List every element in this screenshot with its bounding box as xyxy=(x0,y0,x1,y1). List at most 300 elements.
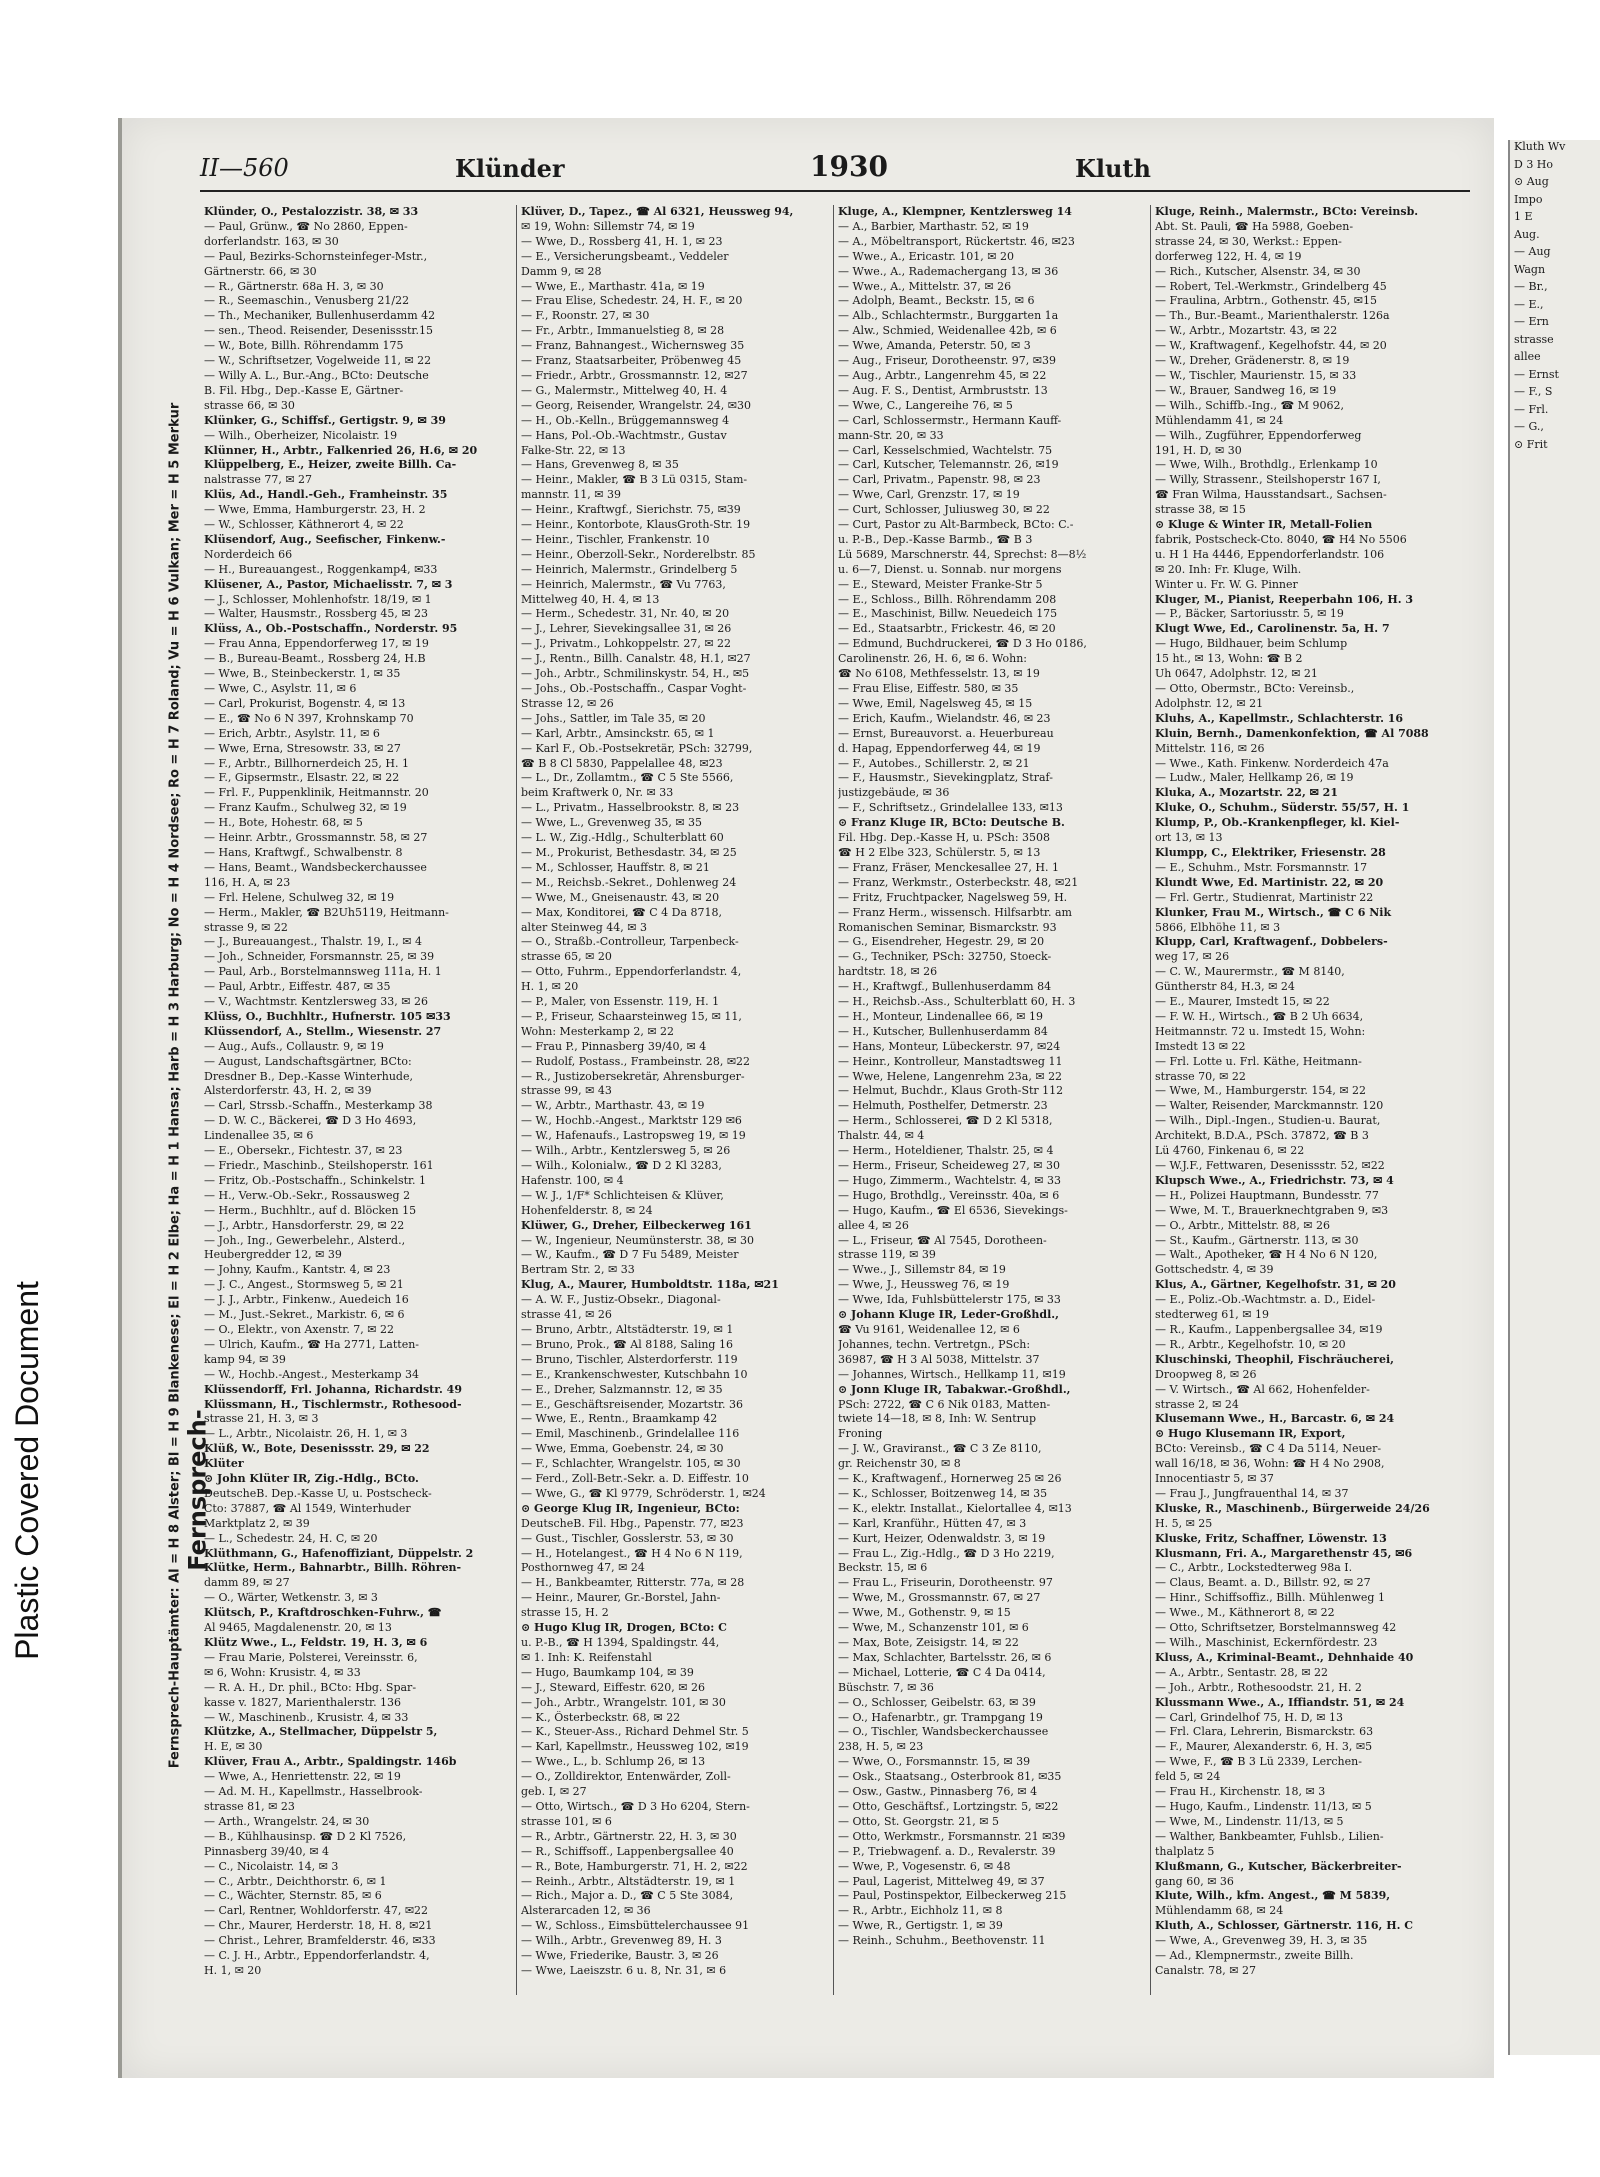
directory-entry-line: — Christ., Lehrer, Bramfelderstr. 46, ✉33 xyxy=(204,1934,436,1948)
directory-entry-line: — Helmuth, Posthelfer, Detmerstr. 23 xyxy=(838,1099,1048,1113)
directory-entry-line: Strasse 12, ✉ 26 xyxy=(521,696,614,710)
directory-entry-line: — Carl, Grindelhof 75, H. D, ✉ 13 xyxy=(1155,1710,1343,1724)
directory-entry-line: — W., Hochb.-Angest., Marktstr 129 ✉6 xyxy=(521,1114,742,1128)
directory-entry-line: — W., Maschinenb., Krusistr. 4, ✉ 33 xyxy=(204,1710,409,1724)
directory-entry-line: Klumpp, C., Elektriker, Friesenstr. 28 xyxy=(1155,845,1386,859)
directory-entry-line: — Joh., Arbtr., Schmilinskystr. 54, H., ✉5 xyxy=(521,667,750,681)
directory-entry-line: — Franz, Werkmstr., Osterbeckstr. 48, ✉21 xyxy=(838,875,1079,889)
directory-entry-line: Bertram Str. 2, ✉ 33 xyxy=(521,1263,635,1277)
directory-entry-line: — R., Kaufm., Lappenbergsallee 34, ✉19 xyxy=(1155,1322,1383,1336)
directory-entry-line: strasse 24, ✉ 30, Werkst.: Eppen- xyxy=(1155,234,1342,248)
directory-entry-line: — Hugo, Brothdlg., Vereinsstr. 40a, ✉ 6 xyxy=(838,1188,1060,1202)
directory-entry-line: Kluss, A., Kriminal-Beamt., Dehnhaide 40 xyxy=(1155,1650,1414,1664)
directory-entry-line: — Ernst, Bureauvorst. a. Heuerbureau xyxy=(838,726,1054,740)
directory-entry-line: Gärtnerstr. 66, ✉ 30 xyxy=(204,264,317,278)
directory-entry-line: — Rudolf, Postass., Frambeinstr. 28, ✉22 xyxy=(521,1054,751,1068)
directory-entry-line: — Paul, Postinspektor, Eilbeckerweg 215 xyxy=(838,1889,1067,1903)
directory-entry-line: — Chr., Maurer, Herderstr. 18, H. 8, ✉21 xyxy=(204,1919,433,1933)
directory-entry-line: Klüver, Frau A., Arbtr., Spaldingstr. 146b xyxy=(204,1755,457,1769)
watermark-text: Plastic Covered Document xyxy=(8,1280,45,1660)
directory-entry-line: — Fritz, Ob.-Postschaffn., Schinkelstr. 1 xyxy=(204,1173,427,1187)
directory-entry-line: strasse 21, H. 3, ✉ 3 xyxy=(204,1412,319,1426)
directory-entry-line: — Wwe., A., Ericastr. 101, ✉ 20 xyxy=(838,249,1014,263)
directory-entry-line: — Paul, Grünw., ☎ No 2860, Eppen- xyxy=(204,219,408,233)
next-page-fragment: D 3 Ho xyxy=(1514,157,1554,171)
directory-entry-line: — Osk., Staatsang., Osterbrook 81, ✉35 xyxy=(838,1770,1062,1784)
directory-entry-line: — Hugo, Zimmerm., Wachtelstr. 4, ✉ 33 xyxy=(838,1173,1061,1187)
directory-entry-line: — Wwe., M., Käthnerort 8, ✉ 22 xyxy=(1155,1606,1335,1620)
directory-entry-line: — Heinr., Kontrolleur, Manstadtsweg 11 xyxy=(838,1054,1063,1068)
directory-entry-line: Lindenallee 35, ✉ 6 xyxy=(204,1129,314,1143)
directory-entry-line: Canalstr. 78, ✉ 27 xyxy=(1155,1963,1256,1977)
directory-entry-line: — J., Lehrer, Sievekingsallee 31, ✉ 26 xyxy=(521,622,732,636)
directory-entry-line: — H., Bankbeamter, Ritterstr. 77a, ✉ 28 xyxy=(521,1576,745,1590)
directory-entry-line: — Max, Bote, Zeisigstr. 14, ✉ 22 xyxy=(838,1636,1019,1649)
directory-entry-line: — Heinr., Tischler, Frankenstr. 10 xyxy=(521,532,710,546)
directory-entry-line: — Walter, Hausmstr., Rossberg 45, ✉ 23 xyxy=(204,607,429,621)
directory-entry-line: — Wwe., L., b. Schlump 26, ✉ 13 xyxy=(521,1755,706,1769)
directory-entry-line: — C., Wächter, Sternstr. 85, ✉ 6 xyxy=(204,1889,382,1903)
directory-entry-line: — O., Schlosser, Geibelstr. 63, ✉ 39 xyxy=(838,1695,1036,1709)
directory-entry-line: — Otto, Schriftsetzer, Borstelmannsweg 42 xyxy=(1155,1621,1397,1635)
directory-entry-line: — Johannes, Wirtsch., Hellkamp 11, ✉19 xyxy=(838,1367,1066,1381)
directory-entry-line: — C., Arbtr., Deichthorstr. 6, ✉ 1 xyxy=(204,1874,387,1888)
directory-entry-line: — R., Gärtnerstr. 68a H. 3, ✉ 30 xyxy=(204,279,384,293)
directory-entry-line: — Franz, Bahnangest., Wichernsweg 35 xyxy=(521,339,745,353)
directory-entry-line: — Rich., Kutscher, Alsenstr. 34, ✉ 30 xyxy=(1155,264,1361,278)
directory-entry-line: Pinnasberg 39/40, ✉ 4 xyxy=(204,1844,330,1858)
directory-entry-line: — Hugo, Kaufm., ☎ El 6536, Sievekings- xyxy=(838,1203,1068,1217)
directory-entry-line: — Robert, Tel.-Werkmstr., Grindelberg 45 xyxy=(1155,279,1387,293)
directory-entry-line: — Wilh., Zugführer, Eppendorferweg xyxy=(1155,428,1362,442)
directory-entry-line: Klüssmann, H., Tischlermstr., Rothesood- xyxy=(204,1397,462,1411)
directory-entry-line: — Walter, Reisender, Marckmannstr. 120 xyxy=(1155,1099,1384,1113)
directory-entry-line: — Heinr., Kontorbote, KlausGroth-Str. 19 xyxy=(521,518,751,532)
directory-entry-line: — Herm., Schlosserei, ☎ D 2 Kl 5318, xyxy=(838,1114,1053,1128)
directory-entry-line: Kluhs, A., Kapellmstr., Schlachterstr. 16 xyxy=(1155,711,1404,725)
directory-entry-line: — H., Kutscher, Bullenhuserdamm 84 xyxy=(838,1024,1048,1038)
directory-entry-line: Güntherstr 84, H.3, ✉ 24 xyxy=(1155,980,1295,994)
directory-entry-line: u. P.-B., ☎ H 1394, Spaldingstr. 44, xyxy=(521,1636,720,1649)
directory-entry-line: Wohn: Mesterkamp 2, ✉ 22 xyxy=(521,1024,675,1038)
directory-entry-line: — J., Arbtr., Hansdorferstr. 29, ✉ 22 xyxy=(204,1218,405,1232)
directory-entry-line: — Wwe, F., ☎ B 3 Lü 2339, Lerchen- xyxy=(1155,1755,1362,1769)
directory-entry-line: — C. W., Maurermstr., ☎ M 8140, xyxy=(1155,965,1345,979)
directory-entry-line: — Bruno, Tischler, Alsterdorferstr. 119 xyxy=(521,1352,738,1366)
directory-entry-line: Klusmann, Fri. A., Margarethenstr 45, ✉6 xyxy=(1155,1546,1413,1560)
directory-entry-line: — B., Bureau-Beamt., Rossberg 24, H.B xyxy=(204,652,426,666)
directory-entry-line: — F., Hausmstr., Sievekingplatz, Straf- xyxy=(838,771,1053,785)
directory-entry-line: Thalstr. 44, ✉ 4 xyxy=(838,1129,925,1143)
directory-entry-line: 15 ht., ✉ 13, Wohn: ☎ B 2 xyxy=(1155,652,1303,666)
directory-entry-line: Klug, A., Maurer, Humboldtstr. 118a, ✉21 xyxy=(521,1278,779,1292)
directory-entry-line: strasse 70, ✉ 22 xyxy=(1155,1069,1246,1083)
directory-entry-line: — Herm., Makler, ☎ B2Uh5119, Heitmann- xyxy=(204,905,449,919)
directory-entry-line: — Hans, Grevenweg 8, ✉ 35 xyxy=(521,458,679,472)
directory-entry-line: — Wwe, Amanda, Peterstr. 50, ✉ 3 xyxy=(838,339,1031,353)
directory-entry-line: — Carl, Kesselschmied, Wachtelstr. 75 xyxy=(838,443,1053,457)
directory-entry-line: — Wwe, Emma, Goebenstr. 24, ✉ 30 xyxy=(521,1442,724,1456)
directory-entry-line: — G., Eisendreher, Hegestr. 29, ✉ 20 xyxy=(838,935,1045,949)
directory-entry-line: — St., Kaufm., Gärtnerstr. 113, ✉ 30 xyxy=(1155,1233,1359,1247)
directory-entry-line: ☎ B 8 Cl 5830, Pappelallee 48, ✉23 xyxy=(521,756,723,770)
directory-entry-line: strasse 99, ✉ 43 xyxy=(521,1084,612,1098)
directory-entry-line: — P., Friseur, Schaarsteinweg 15, ✉ 11, xyxy=(521,1009,742,1023)
directory-entry-line: Klüssendorff, Frl. Johanna, Richardstr. 49 xyxy=(204,1382,462,1396)
directory-entry-line: Klüwer, G., Dreher, Eilbeckerweg 161 xyxy=(521,1218,752,1232)
directory-entry-line: — Wwe, C., Asylstr. 11, ✉ 6 xyxy=(204,682,357,695)
directory-entry-line: — O., Elektr., von Axenstr. 7, ✉ 22 xyxy=(204,1322,395,1336)
next-page-fragment: ⊙ Aug xyxy=(1514,175,1549,188)
directory-entry-line: — Frl. Lotte u. Frl. Käthe, Heitmann- xyxy=(1155,1054,1362,1068)
directory-entry-line: Klüver, D., Tapez., ☎ Al 6321, Heussweg 94, xyxy=(521,205,794,218)
directory-entry-line: — Hinr., Schiffsoffiz., Billh. Mühlenweg 1 xyxy=(1155,1591,1385,1605)
year-heading: 1930 xyxy=(810,150,888,183)
directory-entry-line: Mühlendamm 68, ✉ 24 xyxy=(1155,1904,1284,1918)
directory-entry-line: — Gust., Tischler, Gosslerstr. 53, ✉ 30 xyxy=(521,1531,734,1545)
directory-entry-line: Hohenfelderstr. 8, ✉ 24 xyxy=(521,1203,653,1217)
directory-entry-line: Hafenstr. 100, ✉ 4 xyxy=(521,1173,624,1187)
directory-entry-line: 238, H. 5, ✉ 23 xyxy=(838,1740,924,1754)
directory-entry-line: — Herm., Schedestr. 31, Nr. 40, ✉ 20 xyxy=(521,607,730,621)
directory-entry-line: — Wwe., J., Sillemstr 84, ✉ 19 xyxy=(838,1263,1006,1277)
directory-entry-line: — W., Schloss., Eimsbüttelerchaussee 91 xyxy=(521,1919,750,1933)
directory-entry-line: Architekt, B.D.A., PSch. 37872, ☎ B 3 xyxy=(1155,1129,1369,1143)
directory-entry-line: feld 5, ✉ 24 xyxy=(1155,1770,1221,1784)
directory-entry-line: ⊙ John Klüter IR, Zig.-Hdlg., BCto. xyxy=(204,1472,419,1486)
directory-entry-line: — Alw., Schmied, Weidenallee 42b, ✉ 6 xyxy=(838,324,1057,338)
directory-entry-line: Klundt Wwe, Ed. Martinistr. 22, ✉ 20 xyxy=(1155,875,1384,889)
directory-entry-line: — Ad. M. H., Kapellmstr., Hasselbrook- xyxy=(204,1785,423,1799)
directory-entry-line: Mittelweg 40, H. 4, ✉ 13 xyxy=(521,592,660,606)
directory-entry-line: — Herm., Friseur, Scheideweg 27, ✉ 30 xyxy=(838,1159,1060,1172)
directory-entry-line: — R., Arbtr., Kegelhofstr. 10, ✉ 20 xyxy=(1155,1337,1346,1351)
directory-entry-line: Klüter xyxy=(204,1457,244,1471)
directory-entry-line: — Ulrich, Kaufm., ☎ Ha 2771, Latten- xyxy=(204,1337,419,1351)
directory-entry-line: — J., Schlosser, Mohlenhofstr. 18/19, ✉ 1 xyxy=(204,592,432,606)
directory-entry-line: — Frl. Clara, Lehrerin, Bismarckstr. 63 xyxy=(1155,1725,1374,1739)
directory-entry-line: — Emil, Maschinenb., Grindelallee 116 xyxy=(521,1427,740,1441)
directory-entry-line: strasse 9, ✉ 22 xyxy=(204,920,288,934)
directory-entry-line: geb. I, ✉ 27 xyxy=(521,1785,587,1799)
directory-entry-line: — Joh., Schneider, Forsmannstr. 25, ✉ 39 xyxy=(204,950,435,964)
directory-entry-line: Klünker, G., Schiffsf., Gertigstr. 9, ✉ 39 xyxy=(204,413,446,427)
directory-entry-line: — Max, Konditorei, ☎ C 4 Da 8718, xyxy=(521,905,722,919)
directory-entry-line: — R., Arbtr., Eichholz 11, ✉ 8 xyxy=(838,1904,1003,1918)
directory-entry-line: strasse 38, ✉ 15 xyxy=(1155,503,1246,517)
directory-entry-line: — Kurt, Heizer, Odenwaldstr. 3, ✉ 19 xyxy=(838,1531,1046,1545)
directory-entry-line: — Hugo, Bildhauer, beim Schlump xyxy=(1155,637,1348,651)
directory-entry-line: — Wwe, Laeiszstr. 6 u. 8, Nr. 31, ✉ 6 xyxy=(521,1963,727,1977)
directory-entry-line: — D. W. C., Bäckerei, ☎ D 3 Ho 4693, xyxy=(204,1114,417,1128)
directory-entry-line: — H., Bureauangest., Roggenkamp4, ✉33 xyxy=(204,562,438,576)
directory-entry-line: — Th., Bur.-Beamt., Marienthalerstr. 126a xyxy=(1155,309,1390,323)
directory-entry-line: — Th., Mechaniker, Bullenhuserdamm 42 xyxy=(204,309,436,323)
directory-entry-line: — L., Dr., Zollamtm., ☎ C 5 Ste 5566, xyxy=(521,771,734,785)
directory-entry-line: Klüss, A., Ob.-Postschaffn., Norderstr. 95 xyxy=(204,622,458,636)
directory-entry-line: — Joh., Arbtr., Rothesoodstr. 21, H. 2 xyxy=(1155,1680,1362,1694)
directory-entry-line: — Hans, Monteur, Lübeckerstr. 97, ✉24 xyxy=(838,1039,1061,1053)
directory-entry-line: — Wwe, L., Grevenweg 35, ✉ 35 xyxy=(521,816,703,830)
directory-entry-line: — Erich, Arbtr., Asylstr. 11, ✉ 6 xyxy=(204,726,380,740)
directory-entry-line: — Frau L., Friseurin, Dorotheenstr. 97 xyxy=(838,1576,1053,1590)
directory-entry-line: kamp 94, ✉ 39 xyxy=(204,1352,286,1366)
first-entry-heading: Klünder xyxy=(455,154,565,183)
next-page-fragment: — Aug xyxy=(1514,245,1551,258)
directory-entry-line: — Helmut, Buchdr., Klaus Groth-Str 112 xyxy=(838,1084,1064,1098)
directory-entry-line: — Wwe, Emil, Nagelsweg 45, ✉ 15 xyxy=(838,696,1033,710)
directory-entry-line: PSch: 2722, ☎ C 6 Nik 0183, Matten- xyxy=(838,1397,1051,1411)
directory-entry-line: Klüss, O., Buchhltr., Hufnerstr. 105 ✉33 xyxy=(204,1009,451,1023)
directory-entry-line: u. 6—7, Dienst. u. Sonnab. nur morgens xyxy=(838,562,1062,576)
directory-entry-line: twiete 14—18, ✉ 8, Inh: W. Sentrup xyxy=(838,1412,1037,1426)
directory-entry-line: — Fr., Arbtr., Immanuelstieg 8, ✉ 28 xyxy=(521,324,725,338)
directory-entry-line: strasse 2, ✉ 24 xyxy=(1155,1397,1239,1411)
directory-entry-line: — Erich, Kaufm., Wielandstr. 46, ✉ 23 xyxy=(838,711,1051,725)
directory-entry-line: allee 4, ✉ 26 xyxy=(838,1218,909,1232)
page-header xyxy=(200,150,1470,192)
directory-entry-line: Johannes, techn. Vertretgn., PSch: xyxy=(838,1337,1031,1351)
directory-entry-line: — Wwe, M., Lindenstr. 11/13, ✉ 5 xyxy=(1155,1814,1344,1828)
next-page-fragment: — Ern xyxy=(1514,315,1549,328)
directory-entry-line: — Paul, Lagerist, Mittelweg 49, ✉ 37 xyxy=(838,1874,1045,1888)
directory-entry-line: — Osw., Gastw., Pinnasberg 76, ✉ 4 xyxy=(838,1785,1038,1799)
directory-entry-line: — Franz Kaufm., Schulweg 32, ✉ 19 xyxy=(204,801,407,815)
directory-entry-line: — Fraulina, Arbtrn., Gothenstr. 45, ✉15 xyxy=(1155,294,1378,308)
directory-entry-line: — E., Maschinist, Billw. Neuedeich 175 xyxy=(838,607,1058,621)
directory-entry-line: 36987, ☎ H 3 Al 5038, Mittelstr. 37 xyxy=(838,1352,1040,1366)
directory-entry-line: — Aug. F. S., Dentist, Armbruststr. 13 xyxy=(838,383,1048,397)
directory-entry-line: — Franz Herm., wissensch. Hilfsarbtr. am xyxy=(838,905,1072,919)
directory-entry-line: — Wwe, M., Schanzenstr 101, ✉ 6 xyxy=(838,1621,1029,1635)
directory-entry-line: — Wwe, A., Grevenweg 39, H. 3, ✉ 35 xyxy=(1155,1934,1368,1948)
directory-entry-line: — K., Schlosser, Boitzenweg 14, ✉ 35 xyxy=(838,1486,1048,1500)
directory-entry-line: — H., Verw.-Ob.-Sekr., Rossausweg 2 xyxy=(204,1188,411,1202)
directory-entry-line: Klüß, W., Bote, Desenissstr. 29, ✉ 22 xyxy=(204,1442,430,1456)
directory-entry-line: Uh 0647, Adolphstr. 12, ✉ 21 xyxy=(1155,667,1318,681)
directory-entry-line: strasse 65, ✉ 20 xyxy=(521,950,612,964)
directory-entry-line: — L. W., Zig.-Hdlg., Schulterblatt 60 xyxy=(521,831,724,845)
directory-entry-line: — F., Maurer, Alexanderstr. 6, H. 3, ✉5 xyxy=(1155,1740,1373,1754)
directory-entry-line: Mühlendamm 41, ✉ 24 xyxy=(1155,413,1284,427)
directory-entry-line: — O., Zolldirektor, Entenwärder, Zoll- xyxy=(521,1770,731,1784)
directory-entry-line: Kluschinski, Theophil, Fischräucherei, xyxy=(1155,1352,1394,1366)
directory-entry-line: — W., Schriftsetzer, Vogelweide 11, ✉ 22 xyxy=(204,354,432,368)
directory-entry-line: — J. W., Graviranst., ☎ C 3 Ze 8110, xyxy=(838,1442,1042,1456)
directory-entry-line: Klußmann, G., Kutscher, Bäckerbreiter- xyxy=(1155,1859,1402,1873)
directory-entry-line: — H., Ob.-Kelln., Brüggemannsweg 4 xyxy=(521,413,730,427)
directory-entry-line: — Otto, Werkmstr., Forsmannstr. 21 ✉39 xyxy=(838,1829,1066,1843)
directory-entry-line: — Wwe, G., ☎ Kl 9779, Schröderstr. 1, ✉24 xyxy=(521,1486,766,1500)
directory-entry-line: Norderdeich 66 xyxy=(204,547,293,561)
directory-entry-line: — Heinr., Makler, ☎ B 3 Lü 0315, Stam- xyxy=(521,473,748,487)
directory-entry-line: thalplatz 5 xyxy=(1155,1844,1215,1858)
directory-entry-line: ✉ 19, Wohn: Sillemstr 74, ✉ 19 xyxy=(521,219,695,233)
directory-entry-line: — Alb., Schlachtermstr., Burggarten 1a xyxy=(838,309,1059,323)
directory-entry-line: — P., Triebwagenf. a. D., Revalerstr. 39 xyxy=(838,1844,1056,1858)
directory-entry-line: ort 13, ✉ 13 xyxy=(1155,831,1223,845)
directory-entry-line: — O., Wärter, Wetkenstr. 3, ✉ 3 xyxy=(204,1591,378,1605)
directory-entry-line: ✉ 6, Wohn: Krusistr. 4, ✉ 33 xyxy=(204,1665,361,1679)
directory-entry-line: — K., elektr. Installat., Kielortallee 4, ✉13 xyxy=(838,1501,1072,1515)
directory-entry-line: — H., Kraftwgf., Bullenhuserdamm 84 xyxy=(838,980,1052,994)
directory-entry-line: Klute, Wilh., kfm. Angest., ☎ M 5839, xyxy=(1155,1889,1391,1903)
directory-entry-line: — J., Bureauangest., Thalstr. 19, I., ✉ 4 xyxy=(204,935,423,949)
directory-entry-line: — P., Bäcker, Sartoriusstr. 5, ✉ 19 xyxy=(1155,607,1344,621)
directory-entry-line: — W. J., 1/F* Schlichteisen & Klüver, xyxy=(521,1188,724,1202)
directory-entry-line: ⊙ George Klug IR, Ingenieur, BCto: xyxy=(521,1501,740,1515)
next-page-fragment: — F., S xyxy=(1514,385,1553,398)
directory-entry-line: — C. J. H., Arbtr., Eppendorferlandstr. 4, xyxy=(204,1949,430,1963)
directory-entry-line: Klus, A., Gärtner, Kegelhofstr. 31, ✉ 20 xyxy=(1155,1278,1396,1292)
directory-entry-line: — Wwe., A., Mittelstr. 37, ✉ 26 xyxy=(838,279,1012,293)
directory-entry-line: ⊙ Hugo Klusemann IR, Export, xyxy=(1155,1427,1346,1441)
directory-entry-line: — Joh., Ing., Gewerbelehr., Alsterd., xyxy=(204,1233,406,1247)
directory-entry-line: — Max, Schlachter, Bartelsstr. 26, ✉ 6 xyxy=(838,1650,1052,1664)
directory-entry-line: strasse 66, ✉ 30 xyxy=(204,398,295,412)
directory-entry-line: Kluin, Bernh., Damenkonfektion, ☎ Al 7088 xyxy=(1155,726,1429,740)
directory-entry-line: — Wwe, M. T., Brauerknechtgraben 9, ✉3 xyxy=(1155,1203,1389,1217)
directory-entry-line: stedterweg 61, ✉ 19 xyxy=(1155,1308,1269,1322)
directory-entry-line: — Wwe, Carl, Grenzstr. 17, ✉ 19 xyxy=(838,488,1020,502)
directory-entry-line: — Joh., Arbtr., Wrangelstr. 101, ✉ 30 xyxy=(521,1695,726,1709)
directory-entry-line: — Reinh., Schuhm., Beethovenstr. 11 xyxy=(838,1934,1046,1948)
directory-entry-line: — Wilh., Arbtr., Grevenweg 89, H. 3 xyxy=(521,1934,722,1948)
directory-entry-line: — E., Dreher, Salzmannstr. 12, ✉ 35 xyxy=(521,1382,723,1396)
directory-entry-line: d. Hapag, Eppendorferweg 44, ✉ 19 xyxy=(838,741,1041,755)
directory-entry-line: — A. W. F., Justiz-Obsekr., Diagonal- xyxy=(521,1293,721,1307)
directory-entry-line: — Johs., Ob.-Postschaffn., Caspar Voght- xyxy=(521,682,747,695)
directory-entry-line: ☎ Vu 9161, Weidenallee 12, ✉ 6 xyxy=(838,1322,1020,1336)
directory-entry-line: — Otto, Geschäftsf., Lortzingstr. 5, ✉22 xyxy=(838,1799,1059,1813)
directory-entry-line: — G., Techniker, PSch: 32750, Stoeck- xyxy=(838,950,1052,964)
directory-entry-line: — Carl, Strssb.-Schaffn., Mesterkamp 38 xyxy=(204,1099,433,1113)
directory-entry-line: — Wilh., Schiffb.-Ing., ☎ M 9062, xyxy=(1155,398,1344,412)
directory-entry-line: — J. C., Angest., Stormsweg 5, ✉ 21 xyxy=(204,1278,404,1292)
directory-entry-line: strasse 101, ✉ 6 xyxy=(521,1814,612,1828)
directory-entry-line: — Wwe, P., Vogesenstr. 6, ✉ 48 xyxy=(838,1859,1011,1873)
next-page-fragment: — G., xyxy=(1514,420,1544,433)
directory-entry-line: — Hugo, Kaufm., Lindenstr. 11/13, ✉ 5 xyxy=(1155,1799,1372,1813)
directory-entry-line: justizgebäude, ✉ 36 xyxy=(838,786,950,800)
directory-entry-line: — Arth., Wrangelstr. 24, ✉ 30 xyxy=(204,1814,370,1828)
directory-entry-line: — Franz, Fräser, Menckesallee 27, H. 1 xyxy=(838,860,1059,874)
directory-entry-line: Alsterarcaden 12, ✉ 36 xyxy=(521,1904,651,1918)
directory-entry-line: Kluke, O., Schuhm., Süderstr. 55/57, H. 1 xyxy=(1155,801,1410,815)
directory-entry-line: — Carl, Schlossermstr., Hermann Kauff- xyxy=(838,413,1062,427)
directory-entry-line: — C., Arbtr., Lockstedterweg 98a I. xyxy=(1155,1561,1353,1575)
directory-entry-line: — E., Obersekr., Fichtestr. 37, ✉ 23 xyxy=(204,1144,403,1158)
directory-entry-line: — Wwe, A., Henriettenstr. 22, ✉ 19 xyxy=(204,1770,401,1784)
directory-entry-line: Klupsch Wwe., A., Friedrichstr. 73, ✉ 4 xyxy=(1155,1173,1394,1187)
directory-entry-line: — F., Gipsermstr., Elsastr. 22, ✉ 22 xyxy=(204,771,400,785)
directory-entry-line: — E., Versicherungsbeamt., Veddeler xyxy=(521,249,729,263)
directory-entry-line: — Friedr., Arbtr., Grossmannstr. 12, ✉27 xyxy=(521,368,748,382)
directory-entry-line: — Wwe, B., Steinbeckerstr. 1, ✉ 35 xyxy=(204,667,401,681)
directory-entry-line: — E., Steward, Meister Franke-Str 5 xyxy=(838,577,1043,591)
directory-entry-line: — J., Steward, Eiffestr. 620, ✉ 26 xyxy=(521,1680,705,1694)
directory-entry-line: — Claus, Beamt. a. D., Billstr. 92, ✉ 27 xyxy=(1155,1576,1371,1590)
directory-entry-line: u. P.-B., Dep.-Kasse Barmb., ☎ B 3 xyxy=(838,532,1033,546)
directory-entry-line: ⊙ Kluge & Winter IR, Metall-Folien xyxy=(1155,518,1373,532)
directory-entry-line: — W., Dreher, Grädenerstr. 8, ✉ 19 xyxy=(1155,354,1350,368)
directory-entry-line: — Frl. F., Puppenklinik, Heitmannstr. 20 xyxy=(204,786,429,800)
next-page-fragment: — E., xyxy=(1514,297,1544,311)
directory-entry-line: — Wilh., Maschinist, Eckernfördestr. 23 xyxy=(1155,1636,1378,1649)
directory-entry-line: — K., Kraftwagenf., Hornerweg 25 ✉ 26 xyxy=(838,1472,1062,1486)
directory-entry-line: B. Fil. Hbg., Dep.-Kasse E, Gärtner- xyxy=(204,383,404,397)
directory-entry-line: — E., Schloss., Billh. Röhrendamm 208 xyxy=(838,592,1057,606)
directory-entry-line: — R., Schiffsoff., Lappenbergsallee 40 xyxy=(521,1844,734,1858)
directory-entry-line: — Ferd., Zoll-Betr.-Sekr. a. D. Eiffestr. 10 xyxy=(521,1472,749,1486)
directory-entry-line: — Frau Elise, Schedestr. 24, H. F., ✉ 20 xyxy=(521,294,743,308)
directory-entry-line: — Friedr., Maschinb., Steilshoperstr. 161 xyxy=(204,1159,434,1172)
directory-entry-line: — L., Arbtr., Nicolaistr. 26, H. 1, ✉ 3 xyxy=(204,1427,408,1441)
directory-entry-line: — Wwe, M., Gothenstr. 9, ✉ 15 xyxy=(838,1606,1011,1620)
directory-entry-line: — Aug., Friseur, Dorotheenstr. 97, ✉39 xyxy=(838,354,1056,368)
directory-entry-line: — R., Seemaschin., Venusberg 21/22 xyxy=(204,294,410,308)
directory-entry-line: — E., ☎ No 6 N 397, Krohnskamp 70 xyxy=(204,711,414,725)
directory-entry-line: mann-Str. 20, ✉ 33 xyxy=(838,428,944,442)
directory-entry-line: — W., Hochb.-Angest., Mesterkamp 34 xyxy=(204,1367,420,1381)
next-page-fragment: allee xyxy=(1514,350,1541,363)
directory-entry-line: Kluth, A., Schlosser, Gärtnerstr. 116, H. C xyxy=(1155,1919,1414,1933)
directory-entry-line: — W., Ingenieur, Neumünsterstr. 38, ✉ 30 xyxy=(521,1233,755,1247)
directory-entry-line: — Frau Elise, Eiffestr. 580, ✉ 35 xyxy=(838,682,1019,695)
directory-entry-line: — Karl F., Ob.-Postsekretär, PSch: 32799, xyxy=(521,741,753,755)
directory-entry-line: BCto: Vereinsb., ☎ C 4 Da 5114, Neuer- xyxy=(1155,1442,1382,1456)
directory-entry-line: — O., Straßb.-Controlleur, Tarpenbeck- xyxy=(521,935,739,949)
directory-entry-line: — Walt., Apotheker, ☎ H 4 No 6 N 120, xyxy=(1155,1248,1378,1262)
directory-entry-line: — Frau H., Kirchenstr. 18, ✉ 3 xyxy=(1155,1785,1326,1799)
directory-entry-line: — Carl, Kutscher, Telemannstr. 26, ✉19 xyxy=(838,458,1059,472)
directory-entry-line: gang 60, ✉ 36 xyxy=(1155,1874,1234,1888)
page-number: II—560 xyxy=(200,154,289,182)
directory-entry-line: — Frau L., Zig.-Hdlg., ☎ D 3 Ho 2219, xyxy=(838,1546,1055,1560)
directory-entry-line: — Wwe, E., Marthastr. 41a, ✉ 19 xyxy=(521,279,705,293)
directory-entry-line: — Wwe, Emma, Hamburgerstr. 23, H. 2 xyxy=(204,503,426,517)
directory-entry-line: — Karl, Kapellmstr., Heussweg 102, ✉19 xyxy=(521,1740,749,1754)
directory-entry-line: strasse 15, H. 2 xyxy=(521,1606,609,1620)
directory-entry-line: — Wwe., Kath. Finkenw. Norderdeich 47a xyxy=(1155,756,1389,770)
directory-entry-line: Klupp, Carl, Kraftwagenf., Dobbelers- xyxy=(1155,935,1388,949)
directory-entry-line: — Edmund, Buchdruckerei, ☎ D 3 Ho 0186, xyxy=(838,637,1087,651)
directory-entry-line: — Ludw., Maler, Hellkamp 26, ✉ 19 xyxy=(1155,771,1354,785)
directory-entry-line: Carolinenstr. 26, H. 6, ✉ 6. Wohn: xyxy=(838,652,1028,666)
directory-entry-line: — Frau Anna, Eppendorferweg 17, ✉ 19 xyxy=(204,637,429,651)
directory-entry-line: Heitmannstr. 72 u. Imstedt 15, Wohn: xyxy=(1155,1024,1366,1038)
directory-entry-line: damm 89, ✉ 27 xyxy=(204,1576,290,1590)
directory-entry-line: — Wwe, Friederike, Baustr. 3, ✉ 26 xyxy=(521,1949,719,1963)
directory-entry-line: — M., Just.-Sekret., Markistr. 6, ✉ 6 xyxy=(204,1308,405,1322)
directory-entry-line: — Frau Marie, Polsterei, Vereinsstr. 6, xyxy=(204,1650,418,1664)
directory-entry-line: — Wwe, Wilh., Brothdlg., Erlenkamp 10 xyxy=(1155,458,1378,472)
directory-entry-line: — Karl, Arbtr., Amsinckstr. 65, ✉ 1 xyxy=(521,726,715,740)
directory-entry-line: — Hans, Kraftwgf., Schwalbenstr. 8 xyxy=(204,845,403,859)
directory-entry-line: — W., Kaufm., ☎ D 7 Fu 5489, Meister xyxy=(521,1248,739,1262)
next-page-fragment: Wagn xyxy=(1514,262,1546,276)
directory-entry-line: — Willy A. L., Bur.-Ang., BCto: Deutsche xyxy=(204,368,429,382)
directory-entry-line: — Michael, Lotterie, ☎ C 4 Da 0414, xyxy=(838,1665,1046,1679)
legend-title-text: Fernsprech- xyxy=(184,1409,213,1571)
directory-entry-line: Alsterdorferstr. 43, H. 2, ✉ 39 xyxy=(204,1084,372,1098)
column-1 xyxy=(200,205,517,1995)
directory-entry-line: — Willy, Strassenr., Steilshoperstr 167 I, xyxy=(1155,473,1381,487)
directory-entry-line: Dresdner B., Dep.-Kasse Winterhude, xyxy=(204,1069,413,1083)
directory-entry-line: H. 1, ✉ 20 xyxy=(204,1963,262,1977)
directory-entry-line: ☎ Fran Wilma, Hausstandsart., Sachsen- xyxy=(1155,488,1387,502)
directory-entry-line: — Wwe, M., Hamburgerstr. 154, ✉ 22 xyxy=(1155,1084,1367,1098)
